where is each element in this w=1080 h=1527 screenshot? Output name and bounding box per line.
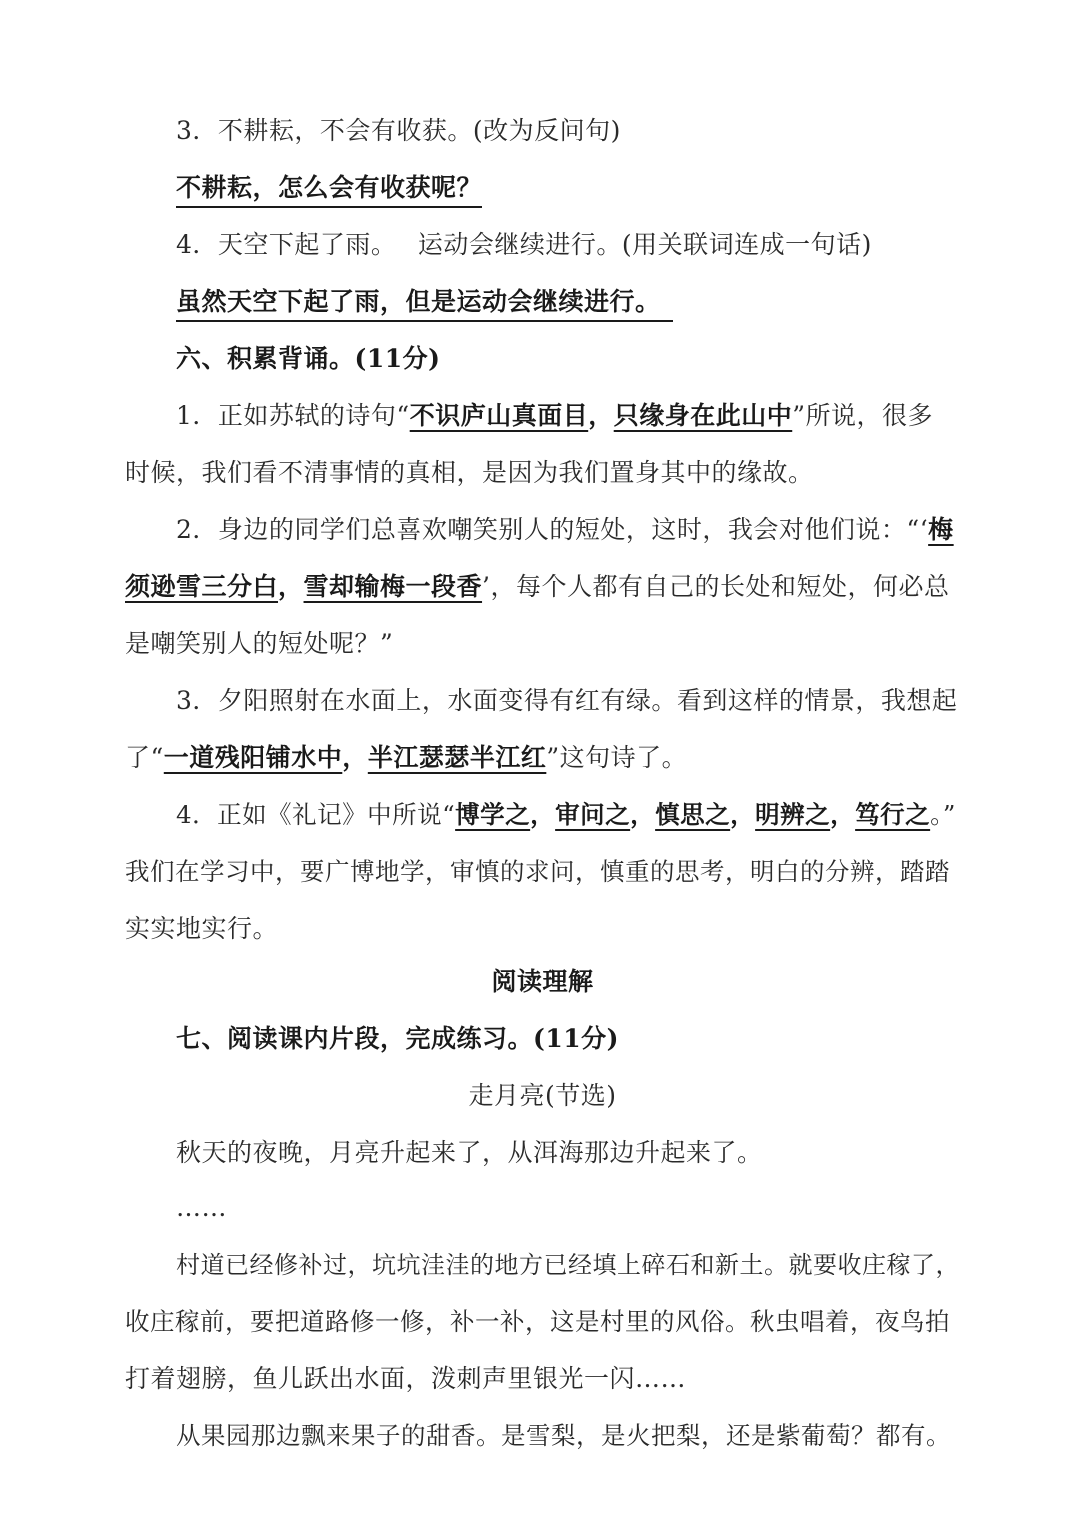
- section7-heading: 七、阅读课内片段，完成练习。(11分): [176, 1024, 619, 1053]
- s6-item4-post: 。”: [930, 800, 956, 829]
- s6-item3-sep: ，: [342, 743, 368, 772]
- s6-item4-answer2: 审问之: [555, 800, 631, 829]
- s6-item4-sep4: ，: [830, 800, 856, 829]
- q5-item3-answer: 不耕耘，怎么会有收获呢？: [176, 170, 482, 208]
- reading-section-title: 阅读理解: [491, 967, 594, 996]
- s6-item3-answer2: 半江瑟瑟半江红: [367, 743, 547, 772]
- passage-p2-line1: 村道已经修补过，坑坑洼洼的地方已经填上碎石和新土。就要收庄稼了，: [176, 1251, 960, 1279]
- s6-item4-answer4: 明辨之: [755, 800, 831, 829]
- s6-item3-line1: 3．夕阳照射在水面上，水面变得有红有绿。看到这样的情景，我想起: [176, 686, 958, 715]
- s6-item1-sep: ，: [588, 401, 614, 430]
- s6-item1-line1: [176, 396, 960, 436]
- s6-item4-line2: 我们在学习中，要广博地学，审慎的求问，慎重的思考，明白的分辨，踏踏: [125, 857, 950, 886]
- s6-item4-sep2: ，: [630, 800, 656, 829]
- s6-item3-pre: 了“: [125, 743, 164, 772]
- s6-item3-post: ”这句诗了。: [546, 743, 688, 772]
- s6-item2-post: ’，每个人都有自己的长处和短处，何必总: [482, 572, 950, 601]
- s6-item4-sep3: ，: [730, 800, 756, 829]
- s6-item2-sep: ，: [278, 572, 304, 601]
- s6-item4-sep1: ，: [530, 800, 556, 829]
- passage-paragraph-1: 秋天的夜晚，月亮升起来了，从洱海那边升起来了。: [176, 1138, 763, 1167]
- q5-item4-prompt: 4．天空下起了雨。 运动会继续进行。(用关联词连成一句话): [176, 230, 872, 259]
- q5-item4-answer: 虽然天空下起了雨，但是运动会继续进行。: [176, 284, 673, 322]
- passage-p2-line2: 收庄稼前，要把道路修一修，补一补，这是村里的风俗。秋虫唱着，夜鸟拍: [125, 1307, 950, 1336]
- s6-item4-answer3: 慎思之: [655, 800, 731, 829]
- passage-title: 走月亮(节选): [468, 1081, 617, 1110]
- s6-item4-answer5: 笃行之: [855, 800, 931, 829]
- section6-heading: 六、积累背诵。(11分): [176, 344, 441, 373]
- s6-item4-pre: 4．正如《礼记》中所说“: [176, 800, 456, 829]
- s6-item2-answer1: 须逊雪三分白: [125, 572, 279, 601]
- s6-item1-answer2: 只缘身在此山中: [613, 401, 793, 430]
- s6-item2-answer-start: 梅: [928, 515, 954, 544]
- s6-item2-pre: 2．身边的同学们总喜欢嘲笑别人的短处，这时，我会对他们说：“‘: [176, 515, 929, 544]
- passage-ellipsis: ……: [176, 1193, 227, 1222]
- s6-item4-line3: 实实地实行。: [125, 914, 279, 943]
- q5-item3-prompt: 3．不耕耘，不会有收获。(改为反问句): [176, 116, 621, 145]
- s6-item1-line2: 时候，我们看不清事情的真相，是因为我们置身其中的缘故。: [125, 458, 814, 487]
- s6-item4-line1: [176, 795, 960, 835]
- s6-item1-post: ”所说，很多: [792, 401, 934, 430]
- s6-item2-line3: 是嘲笑别人的短处呢？”: [125, 629, 394, 658]
- s6-item3-line2: [125, 738, 960, 778]
- s6-item1-pre: 1．正如苏轼的诗句“: [176, 401, 410, 430]
- s6-item2-line2: [125, 567, 960, 607]
- s6-item2-line1: [176, 510, 960, 550]
- s6-item2-answer2: 雪却输梅一段香: [303, 572, 483, 601]
- s6-item4-answer1: 博学之: [455, 800, 531, 829]
- q5-item3-answer-row: [176, 168, 960, 208]
- passage-p3-line1: 从果园那边飘来果子的甜香。是雪梨，是火把梨，还是紫葡萄？都有。: [176, 1421, 951, 1450]
- passage-p2-line3: 打着翅膀，鱼儿跃出水面，泼刺声里银光一闪……: [125, 1364, 687, 1393]
- s6-item1-answer1: 不识庐山真面目: [409, 401, 589, 430]
- q5-item4-answer-row: [176, 282, 960, 322]
- s6-item3-answer1: 一道残阳铺水中: [163, 743, 343, 772]
